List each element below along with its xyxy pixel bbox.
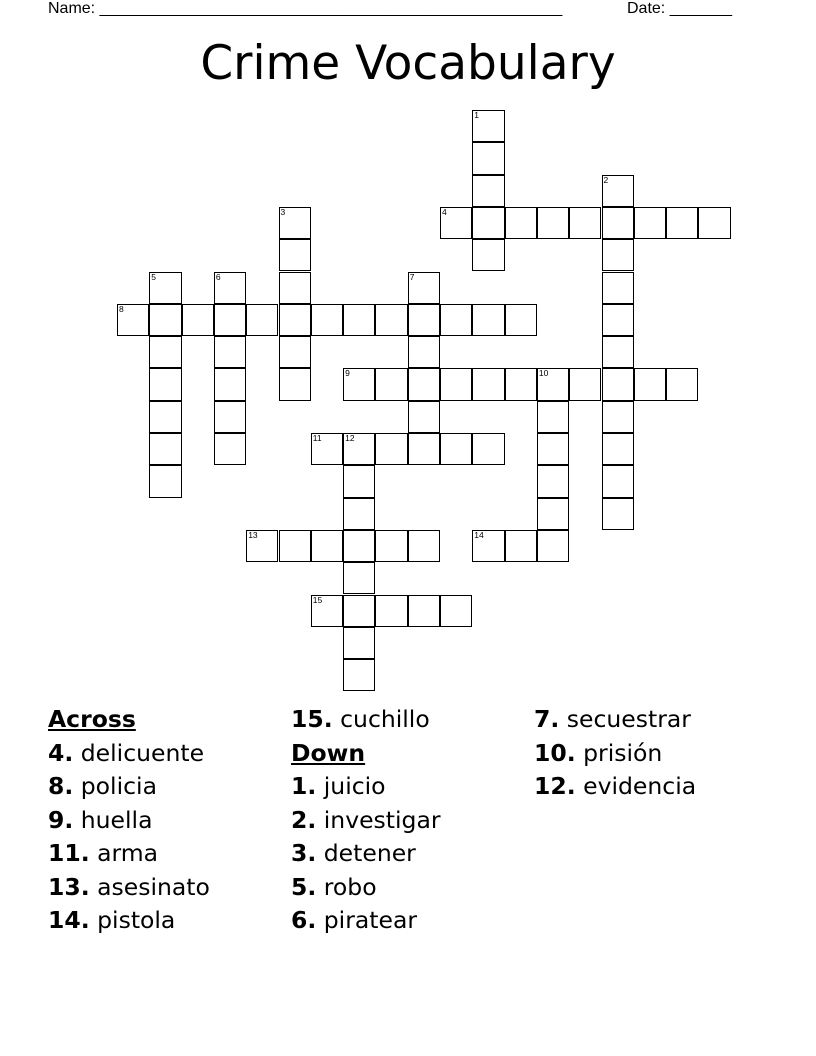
crossword-cell[interactable]	[246, 304, 278, 336]
crossword-cell[interactable]	[440, 595, 472, 627]
crossword-cell[interactable]	[279, 207, 311, 239]
crossword-cell[interactable]	[311, 433, 343, 465]
clue-down-2	[291, 804, 531, 838]
crossword-cell[interactable]	[375, 304, 407, 336]
clue-number: 3.	[291, 839, 317, 867]
clue-down-7	[534, 703, 774, 737]
crossword-cell[interactable]	[602, 336, 634, 368]
cell-number: 2	[603, 174, 609, 185]
crossword-cell[interactable]	[311, 595, 343, 627]
cell-number: 14	[474, 529, 484, 540]
crossword-cell[interactable]	[408, 368, 440, 400]
clue-across-9	[48, 804, 288, 838]
crossword-cell[interactable]	[408, 530, 440, 562]
crossword-cell[interactable]	[343, 595, 375, 627]
crossword-cell[interactable]	[698, 207, 730, 239]
clue-across-13	[48, 871, 288, 905]
crossword-cell[interactable]	[343, 368, 375, 400]
crossword-cell[interactable]	[472, 530, 504, 562]
clue-text: delicuente	[80, 738, 205, 767]
clue-text: policia	[80, 772, 157, 800]
cell-number: 3	[280, 206, 286, 217]
clue-text: pistola	[97, 906, 176, 934]
crossword-cell[interactable]	[537, 433, 569, 465]
crossword-cell[interactable]	[505, 368, 537, 400]
clue-number: 9.	[48, 805, 74, 834]
page-title: Crime Vocabulary	[200, 36, 616, 91]
crossword-cell[interactable]	[279, 368, 311, 400]
crossword-cell[interactable]	[375, 595, 407, 627]
crossword-cell[interactable]	[440, 207, 472, 239]
clue-down-10	[534, 737, 774, 771]
crossword-cell[interactable]	[408, 595, 440, 627]
clue-text: arma	[97, 839, 159, 867]
crossword-cell[interactable]	[602, 272, 634, 304]
crossword-cell[interactable]	[505, 207, 537, 239]
clue-column-2	[291, 703, 531, 938]
crossword-cell[interactable]	[537, 207, 569, 239]
clue-across-4	[48, 737, 288, 771]
cell-number: 13	[248, 529, 258, 540]
clue-text: asesinato	[97, 872, 210, 901]
crossword-cell[interactable]	[472, 207, 504, 239]
crossword-cell[interactable]	[666, 368, 698, 400]
clue-column-3	[534, 703, 774, 804]
crossword-cell[interactable]	[214, 272, 246, 304]
crossword-cell[interactable]	[472, 433, 504, 465]
clue-across-15	[291, 703, 531, 737]
clue-number: 13.	[48, 872, 90, 901]
crossword-cell[interactable]	[408, 336, 440, 368]
crossword-cell[interactable]	[602, 207, 634, 239]
crossword-cell[interactable]	[408, 304, 440, 336]
crossword-cell[interactable]	[537, 530, 569, 562]
crossword-cell[interactable]	[602, 498, 634, 530]
crossword-cell[interactable]	[279, 272, 311, 304]
crossword-cell[interactable]	[149, 401, 181, 433]
cell-number: 12	[345, 433, 355, 443]
crossword-cell[interactable]	[602, 433, 634, 465]
clue-across-14	[48, 904, 288, 938]
crossword-cell[interactable]	[472, 239, 504, 271]
crossword-cell[interactable]	[149, 336, 181, 368]
crossword-cell[interactable]	[149, 465, 181, 497]
crossword-cell[interactable]	[214, 304, 246, 336]
crossword-cell[interactable]	[149, 433, 181, 465]
crossword-cell[interactable]	[343, 659, 375, 691]
crossword-cell[interactable]	[537, 401, 569, 433]
crossword-cell[interactable]	[472, 110, 504, 142]
crossword-cell[interactable]	[408, 272, 440, 304]
clue-number: 1.	[291, 772, 317, 800]
crossword-cell[interactable]	[408, 401, 440, 433]
clue-number: 8.	[48, 772, 74, 800]
clue-number: 5.	[291, 872, 317, 901]
clue-number: 7.	[534, 705, 560, 733]
crossword-cell[interactable]	[343, 465, 375, 497]
crossword-cell[interactable]	[569, 207, 601, 239]
clue-down-3	[291, 837, 531, 871]
cell-number: 6	[215, 271, 221, 282]
clue-text: investigar	[323, 805, 441, 834]
crossword-cell[interactable]	[440, 368, 472, 400]
clue-number: 6.	[291, 906, 317, 934]
crossword-cell[interactable]	[472, 304, 504, 336]
crossword-cell[interactable]	[182, 304, 214, 336]
crossword-cell[interactable]	[279, 336, 311, 368]
crossword-cell[interactable]	[537, 368, 569, 400]
crossword-cell[interactable]	[246, 530, 278, 562]
clue-text: prisión	[583, 738, 663, 767]
crossword-cell[interactable]	[472, 142, 504, 174]
crossword-cell[interactable]	[472, 368, 504, 400]
crossword-cell[interactable]	[666, 207, 698, 239]
crossword-cell[interactable]	[343, 530, 375, 562]
clue-column-1	[48, 703, 288, 938]
date-field-label: Date: _______	[627, 0, 732, 17]
cell-number: 1	[474, 110, 480, 120]
clue-text: evidencia	[583, 772, 697, 800]
clue-across-11	[48, 837, 288, 871]
crossword-cell[interactable]	[472, 175, 504, 207]
crossword-cell[interactable]	[279, 530, 311, 562]
crossword-cell[interactable]	[602, 239, 634, 271]
clue-number: 4.	[48, 738, 74, 767]
clue-text: piratear	[323, 906, 418, 934]
clue-down-1	[291, 770, 531, 804]
crossword-cell[interactable]	[602, 304, 634, 336]
clue-text: juicio	[323, 772, 386, 800]
crossword-cell[interactable]	[375, 433, 407, 465]
cell-number: 8	[119, 303, 124, 314]
crossword-cell[interactable]	[214, 368, 246, 400]
clue-text: huella	[80, 805, 153, 834]
crossword-cell[interactable]	[149, 272, 181, 304]
clue-across-8	[48, 770, 288, 804]
crossword-cell[interactable]	[375, 530, 407, 562]
crossword-cell[interactable]	[343, 562, 375, 594]
crossword-cell[interactable]	[279, 239, 311, 271]
crossword-cell[interactable]	[602, 465, 634, 497]
clue-text: robo	[323, 872, 377, 901]
cell-number: 4	[442, 206, 447, 217]
clue-down-5	[291, 871, 531, 905]
crossword-cell[interactable]	[602, 175, 634, 207]
clue-number: 12.	[534, 772, 576, 800]
crossword-cell[interactable]	[214, 401, 246, 433]
crossword-cell[interactable]	[634, 368, 666, 400]
crossword-cell[interactable]	[505, 530, 537, 562]
clue-number: 2.	[291, 805, 317, 834]
crossword-cell[interactable]	[343, 433, 375, 465]
crossword-cell[interactable]	[375, 368, 407, 400]
clue-down-12	[534, 770, 774, 804]
crossword-cell[interactable]	[149, 368, 181, 400]
crossword-cell[interactable]	[311, 304, 343, 336]
clue-text: secuestrar	[566, 705, 691, 733]
name-field-label: Name: ____________________________________________________	[48, 0, 563, 17]
crossword-cell[interactable]	[505, 304, 537, 336]
cell-number: 10	[538, 368, 549, 379]
cell-number: 15	[312, 594, 323, 605]
down-heading: Down	[291, 738, 366, 767]
crossword-cell[interactable]	[408, 433, 440, 465]
crossword-cell[interactable]	[634, 207, 666, 239]
crossword-cell[interactable]	[214, 336, 246, 368]
crossword-cell[interactable]	[311, 530, 343, 562]
crossword-cell[interactable]	[440, 304, 472, 336]
crossword-cell[interactable]	[117, 304, 149, 336]
clue-number: 14.	[48, 906, 90, 934]
crossword-cell[interactable]	[214, 433, 246, 465]
cell-number: 5	[151, 271, 157, 282]
crossword-cell[interactable]	[343, 304, 375, 336]
cell-number: 9	[345, 368, 350, 379]
clue-down-6	[291, 904, 531, 938]
crossword-cell[interactable]	[343, 498, 375, 530]
crossword-cell[interactable]	[602, 401, 634, 433]
crossword-cell[interactable]	[440, 433, 472, 465]
clue-text: detener	[323, 839, 416, 867]
crossword-cell[interactable]	[537, 498, 569, 530]
clue-number: 10.	[534, 738, 576, 767]
clue-number: 15.	[291, 705, 333, 733]
crossword-cell[interactable]	[602, 368, 634, 400]
crossword-cell[interactable]	[279, 304, 311, 336]
clue-text: cuchillo	[340, 705, 430, 733]
clue-number: 11.	[48, 839, 90, 867]
crossword-cell[interactable]	[569, 368, 601, 400]
cell-number: 11	[312, 433, 322, 443]
crossword-cell[interactable]	[149, 304, 181, 336]
crossword-cell[interactable]	[343, 627, 375, 659]
crossword-cell[interactable]	[537, 465, 569, 497]
cell-number: 7	[409, 271, 415, 282]
across-heading: Across	[48, 705, 136, 733]
